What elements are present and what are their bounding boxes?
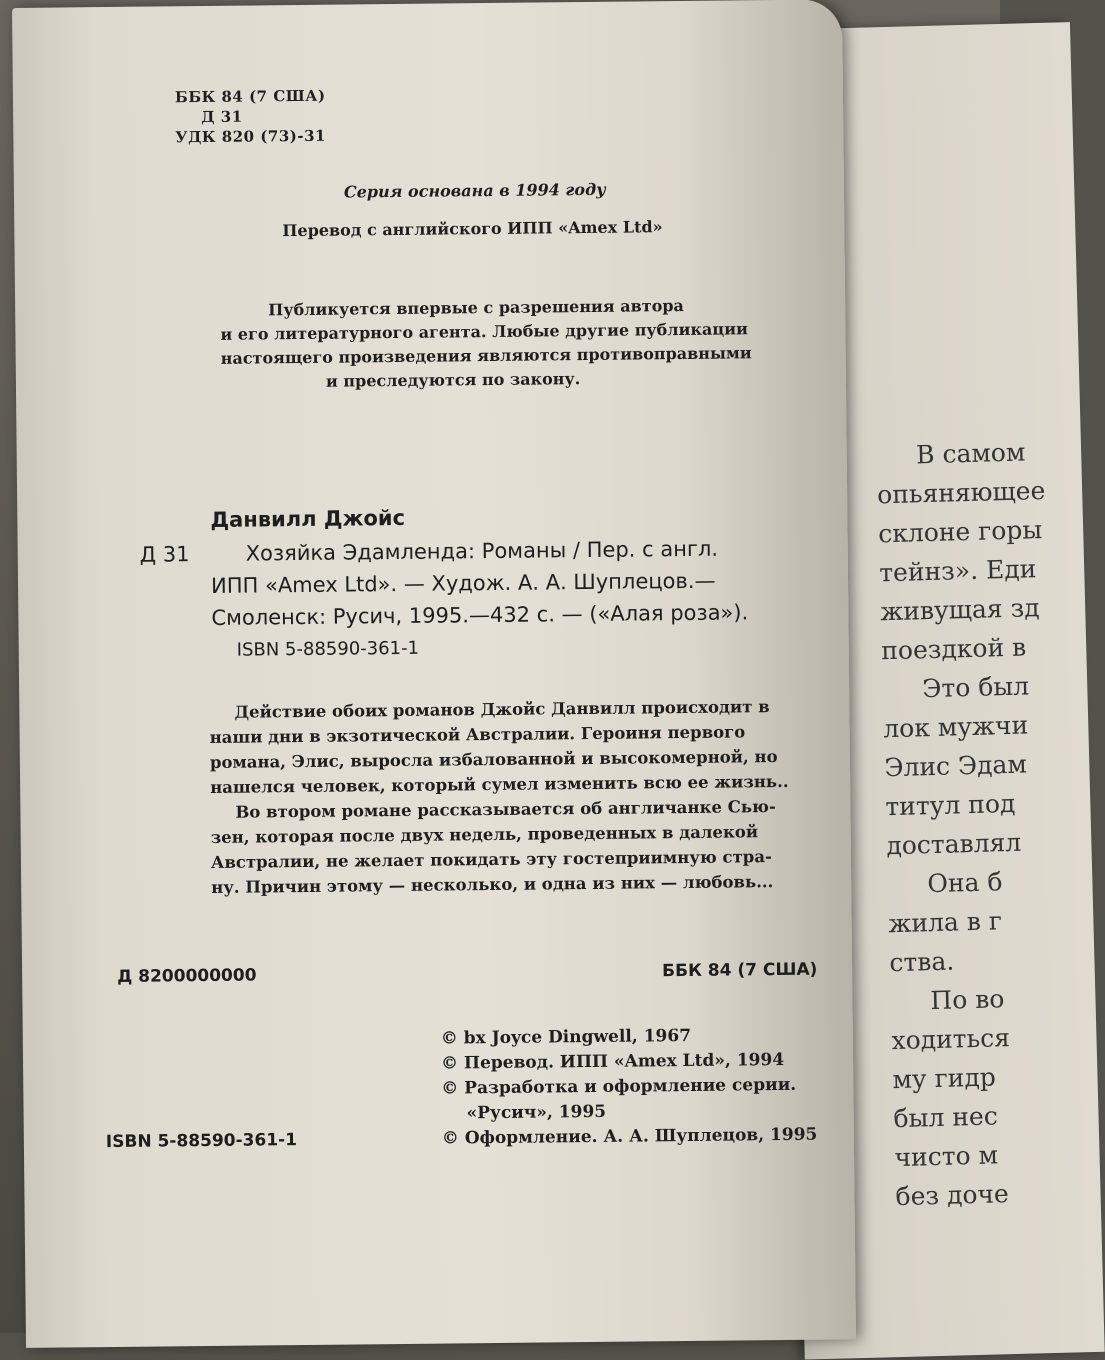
series-note: Серия основана в 1994 году [343,179,606,202]
distribution-code: Д 8200000000 [117,965,257,987]
right-page-line: Она б [927,867,1003,899]
catalog-line: Хозяйка Эдамленда: Романы / Пер. с англ. [245,536,719,566]
abstract-line: нашелся человек, который сумел изменить всю ее жизнь.. [210,771,789,797]
imprint-page [12,0,856,1348]
bbk-code: ББК 84 (7 США) [174,86,326,107]
right-page-line: без доче [895,1179,1010,1212]
right-page-line: титул под [884,788,1016,822]
right-page-line: жила в г [888,906,1003,939]
copyright-line: «Русич», 1995 [466,1101,607,1124]
catalog-author: Данвилл Джойс [210,505,406,532]
right-page-line: тейнз». Еди [878,554,1037,588]
abstract-line: наши дни в экзотической Австралии. Героиня первого [209,722,746,747]
right-page-line: доставлял [886,827,1022,861]
right-page-line: живущая зд [879,593,1040,627]
right-page-line: В самом [915,437,1026,470]
isbn-bottom: ISBN 5-88590-361-1 [105,1130,298,1153]
rights-notice-line: и преследуются по закону. [325,369,581,391]
rights-notice-line: настоящего произведения являются противоправными [220,343,752,368]
bbk-bottom: ББК 84 (7 США) [662,959,818,982]
copyright-line: © bx Joyce Dingwell, 1967 [440,1025,692,1049]
author-mark: Д 31 [201,107,243,127]
right-page-line: Элис Эдам [883,749,1028,783]
translation-note: Перевод с английского ИПП «Amex Ltd» [282,217,663,241]
copyright-line: © Разработка и оформление серии. [441,1074,797,1099]
right-page-line: склоне горы [877,515,1043,549]
right-page-line: Это был [921,671,1030,704]
right-page-line: опьяняющее [876,475,1046,510]
abstract-line: Австралии, не желает покидать эту гостеприимную стра- [210,847,772,872]
udk-code: УДК 820 (73)-31 [175,126,327,147]
copyright-line: © Перевод. ИПП «Amex Ltd», 1994 [440,1049,785,1074]
abstract-line: ну. Причин этому — несколько, и одна из них — любовь... [211,872,774,897]
abstract-line: Действие обоих романов Джойс Данвилл происходит в [234,697,770,722]
abstract-line: романа, Элис, выросла избалованной и высокомерной, но [209,747,778,772]
abstract-line: Во втором романе рассказывается об англичанке Сью- [235,797,776,822]
copyright-line: © Оформление. А. А. Шуплецов, 1995 [441,1124,818,1149]
catalog-line: Смоленск: Русич, 1995.—432 с. — («Алая роза»). [211,600,749,630]
catalog-line: ИПП «Amex Ltd». — Худож. А. А. Шуплецов.— [210,568,716,598]
abstract-line: зен, которая после двух недель, проведенных в далекой [210,822,759,847]
right-page-line: поездкой в [880,632,1027,666]
catalog-mark: Д 31 [139,542,190,567]
right-page-line: ходиться [891,1023,1011,1056]
right-page-line: По во [930,984,1005,1016]
catalog-isbn: ISBN 5-88590-361-1 [236,637,420,661]
rights-notice-line: и его литературного агента. Любые другие публикации [220,319,748,344]
right-page-line: был нес [893,1101,999,1134]
right-page-line: лок мужчи [882,710,1029,744]
right-page-line: му гидр [892,1062,997,1095]
rights-notice-line: Публикуется впервые с разрешения автора [268,295,684,320]
right-page-line: ства. [889,946,955,978]
right-page-line: чисто м [894,1140,999,1173]
